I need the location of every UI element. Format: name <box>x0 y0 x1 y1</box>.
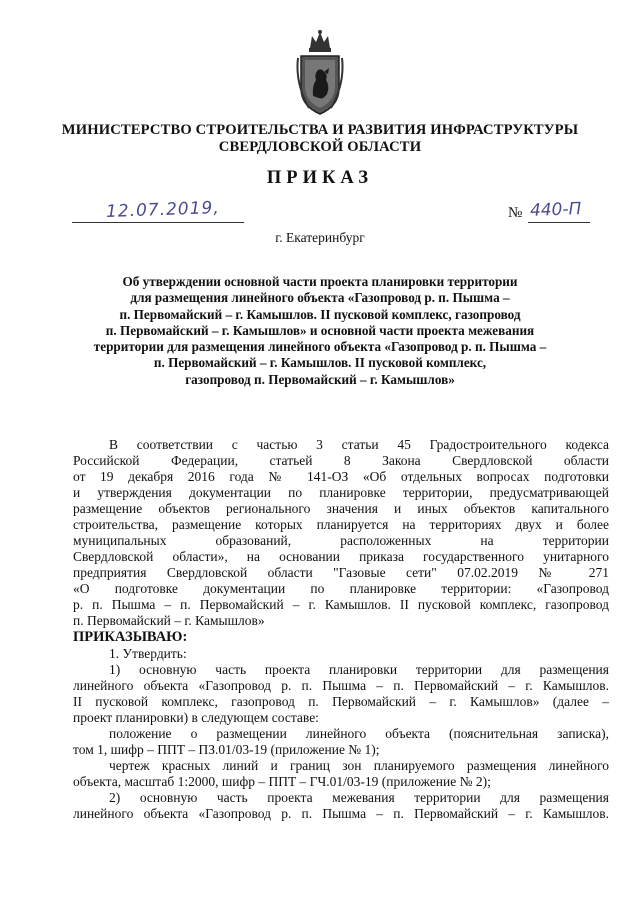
subject-line: газопровод п. Первомайский – г. Камышлов» <box>185 371 455 387</box>
handwritten-number: 440-П <box>529 199 582 221</box>
body-line: проект планировки) в следующем составе: <box>73 710 319 725</box>
coat-of-arms-emblem <box>295 28 345 118</box>
subject-line: Об утверждении основной части проекта планировки территории <box>122 274 518 289</box>
subject-line: п. Первомайский – г. Камышлов. II пусковой комплекс, газопровод <box>119 306 521 322</box>
body-line: и утверждения документации по планировке территории, предусматривающей <box>73 485 609 500</box>
city-name: г. Екатеринбург <box>275 230 365 245</box>
body-line: том 1, шифр – ППТ – ПЗ.01/03-19 (приложение № 1); <box>73 742 380 757</box>
body-line: чертеж красных линий и границ зон планируемого размещения линейного <box>109 758 609 773</box>
ministry-name-line-1: МИНИСТЕРСТВО СТРОИТЕЛЬСТВА И РАЗВИТИЯ ИНФРАСТРУКТУРЫ <box>61 122 579 138</box>
body-line: муниципальных образований, расположенных на территории <box>73 533 609 548</box>
order-subject <box>90 274 550 388</box>
ministry-name-line-2: СВЕРДЛОВСКОЙ ОБЛАСТИ <box>218 139 422 155</box>
body-line: Свердловской области», на основании приказа государственного унитарного <box>73 549 609 564</box>
body-line: положение о размещении линейного объекта (пояснительная записка), <box>109 726 609 741</box>
subject-line: территории для размещения линейного объекта «Газопровод р. п. Пышма – <box>93 339 547 355</box>
body-line: линейного объекта «Газопровод р. п. Пышма – п. Первомайский – г. Камышлов. <box>73 678 609 693</box>
body-line: предприятия Свердловской области "Газовые сети" 07.02.2019 № 271 <box>73 565 609 580</box>
body-line: В соответствии с частью 3 статьи 45 Градостроительного кодекса <box>109 437 609 452</box>
body-line: 1) основную часть проекта планировки территории для размещения <box>109 662 609 677</box>
number-label: № <box>508 205 523 221</box>
body-line: «О подготовке документации по планировке территории: «Газопровод <box>73 581 609 596</box>
body-line: п. Первомайский – г. Камышлов» <box>73 613 265 628</box>
number-underline <box>528 222 590 223</box>
document-title: ПРИКАЗ <box>266 168 374 188</box>
subject-line: для размещения линейного объекта «Газопровод р. п. Пышма – <box>130 290 510 306</box>
body-line: размещение объектов регионального значения и иных объектов капитального <box>73 501 609 516</box>
body-line: линейного объекта «Газопровод р. п. Пышма – п. Первомайский – г. Камышлов. <box>73 806 609 821</box>
subject-line: п. Первомайский – г. Камышлов. II пусковой комплекс, <box>153 355 487 371</box>
handwritten-date: 12.07.2019, <box>105 198 221 222</box>
order-directive: ПРИКАЗЫВАЮ: <box>73 629 188 645</box>
body-line: II пусковой комплекс, газопровод п. Первомайский – г. Камышлов» (далее – <box>73 694 609 709</box>
body-line: р. п. Пышма – п. Первомайский – г. Камышлов. II пусковой комплекс, газопровод <box>73 597 609 612</box>
body-line: объекта, масштаб 1:2000, шифр – ППТ – ГЧ.01/03-19 (приложение № 2); <box>73 774 491 789</box>
body-line: Российской Федерации, статьей 8 Закона Свердловской области <box>73 453 609 468</box>
subject-line: п. Первомайский – г. Камышлов» и основной части проекта межевания <box>105 322 535 338</box>
body-line: 2) основную часть проекта межевания территории для размещения <box>109 790 609 805</box>
body-line: строительства, размещение которых планируется на территориях двух и более <box>73 517 609 532</box>
body-line: от 19 декабря 2016 года № 141-ОЗ «Об отдельных вопросах подготовки <box>73 469 609 484</box>
date-underline <box>72 222 244 223</box>
body-line: 1. Утвердить: <box>109 646 187 661</box>
